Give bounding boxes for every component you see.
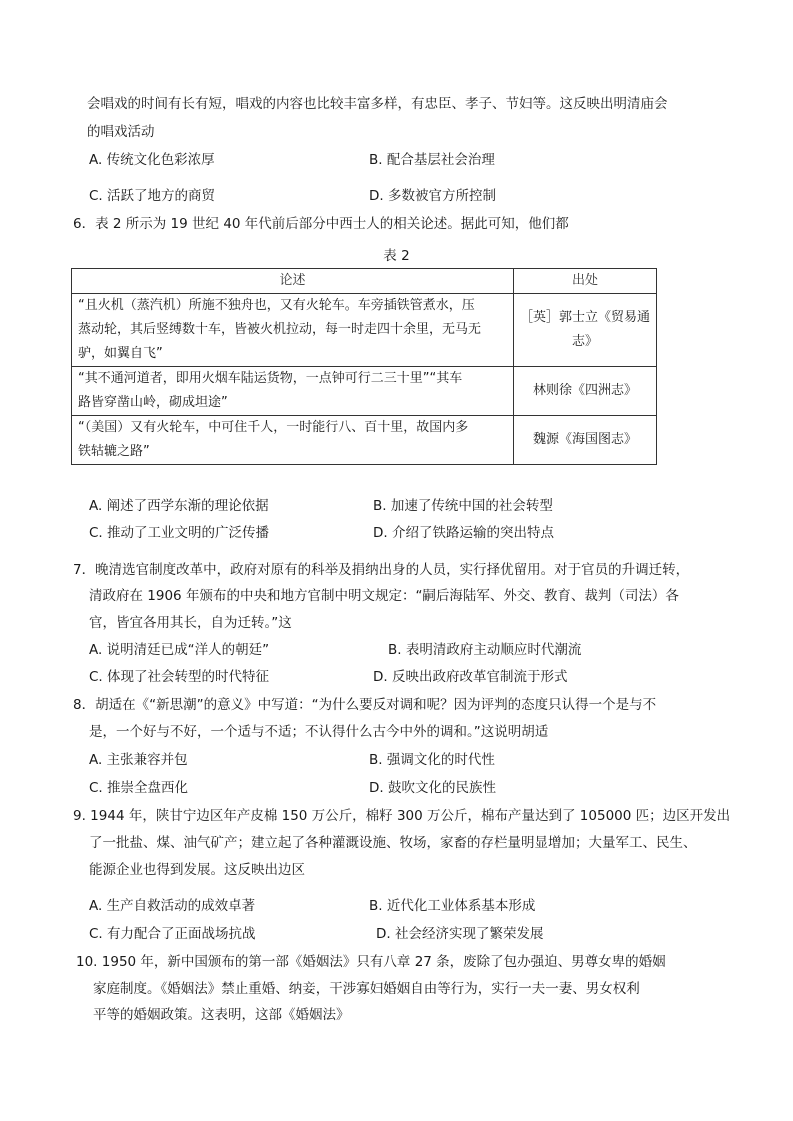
q8-stem-line1: 8．胡适在《“新思潮”的意义》中写道：“为什么要反对调和呢？因为评判的态度只认得一个是与不	[73, 697, 657, 713]
q7-stem-line2: 清政府在 1906 年颁布的中央和地方官制中明文规定：“嗣后海陆军、外交、教育、裁判（司法）各	[89, 588, 679, 604]
q6-option-d: D. 介绍了铁路运输的突出特点	[373, 525, 554, 541]
table-caption: 表 2	[383, 248, 410, 264]
q9-option-d: D. 社会经济实现了繁荣发展	[376, 926, 544, 942]
q5-option-a: A. 传统文化色彩浓厚	[89, 152, 215, 168]
q8-option-b: B. 强调文化的时代性	[369, 752, 495, 768]
table-cell-source	[514, 367, 657, 416]
table-header-source: 出处	[514, 269, 657, 294]
quote-line: “其不通河道者，即用火烟车陆运货物，一点钟可行二三十里”“其车	[78, 371, 463, 386]
q6-option-b: B. 加速了传统中国的社会转型	[373, 498, 553, 514]
table-cell-quote	[72, 294, 514, 367]
q8-option-d: D. 鼓吹文化的民族性	[369, 780, 496, 796]
q5-option-d: D. 多数被官方所控制	[369, 188, 496, 204]
source-line: ［英］郭士立《贸易通	[520, 310, 651, 325]
table-row	[72, 416, 657, 465]
table-row	[72, 294, 657, 367]
quote-line: “且火机（蒸汽机）所施不独舟也，又有火轮车。车旁插铁管煮水，压	[78, 298, 475, 313]
q9-option-b: B. 近代化工业体系基本形成	[369, 898, 536, 914]
table-cell-quote	[72, 367, 514, 416]
source-line: 志》	[571, 334, 598, 349]
q7-option-a: A. 说明清廷已成“洋人的朝廷”	[89, 642, 270, 658]
q7-option-b: B. 表明清政府主动顺应时代潮流	[388, 642, 582, 658]
q7-option-d: D. 反映出政府改革官制流于形式	[373, 669, 568, 685]
q5-option-b: B. 配合基层社会治理	[369, 152, 495, 168]
table-cell-source	[514, 416, 657, 465]
q5-stem-line2: 的唱戏活动	[87, 124, 155, 140]
q9-option-c: C. 有力配合了正面战场抗战	[89, 926, 256, 942]
q8-option-a: A. 主张兼容并包	[89, 752, 188, 768]
table-header-quote: 论述	[72, 269, 514, 294]
table-2	[71, 268, 657, 465]
q6-option-a: A. 阐述了西学东渐的理论依据	[89, 498, 269, 514]
q10-stem-line1: 10. 1950 年，新中国颁布的第一部《婚姻法》只有八章 27 条，废除了包办强迫、男尊女卑的婚姻	[76, 954, 666, 970]
source-line: 魏源《海国图志》	[532, 432, 637, 447]
table-cell-quote	[72, 416, 514, 465]
q8-stem-line2: 是，一个好与不好，一个适与不适；不认得什么古今中外的调和。”这说明胡适	[89, 724, 549, 740]
q9-stem-line2: 了一批盐、煤、油气矿产；建立起了各种灌溉设施、牧场，家畜的存栏量明显增加；大量军工、民生、	[89, 835, 697, 851]
q5-option-c: C. 活跃了地方的商贸	[89, 188, 216, 204]
table-row	[72, 367, 657, 416]
q10-stem-line3: 平等的婚姻政策。这表明，这部《婚姻法》	[93, 1007, 350, 1023]
q6-option-c: C. 推动了工业文明的广泛传播	[89, 525, 270, 541]
q9-stem-line1: 9. 1944 年，陕甘宁边区年产皮棉 150 万公斤，棉籽 300 万公斤，棉布产量达到了 105000 匹；边区开发出	[73, 808, 731, 824]
quote-line: 蒸动轮，其后竖缚数十车，皆被火机拉动，每一时走四十余里，无马无	[78, 322, 482, 337]
q5-stem-line1: 会唱戏的时间有长有短，唱戏的内容也比较丰富多样，有忠臣、孝子、节妇等。这反映出明清庙会	[87, 96, 668, 112]
q7-stem-line3: 官，皆宜各用其长，自为迁转。”这	[89, 615, 292, 631]
quote-line: 驴，如翼自飞”	[78, 346, 163, 361]
quote-line: “（美国）又有火轮车，中可住千人，一时能行八、百十里，故国内多	[78, 420, 469, 435]
table-header-row	[72, 269, 657, 294]
quote-line: 路皆穿凿山岭，砌成坦途”	[78, 395, 228, 410]
q7-option-c: C. 体现了社会转型的时代特征	[89, 669, 270, 685]
q6-stem: 6．表 2 所示为 19 世纪 40 年代前后部分中西士人的相关论述。据此可知，他们都	[73, 216, 569, 232]
q9-option-a: A. 生产自救活动的成效卓著	[89, 898, 256, 914]
quote-line: 铁轱辘之路”	[78, 444, 150, 459]
q7-stem-line1: 7．晚清选官制度改革中，政府对原有的科举及捐纳出身的人员，实行择优留用。对于官员的升调迁转，	[73, 562, 690, 578]
table-cell-source	[514, 294, 657, 367]
q8-option-c: C. 推崇全盘西化	[89, 780, 189, 796]
source-line: 林则徐《四洲志》	[532, 383, 637, 398]
q10-stem-line2: 家庭制度。《婚姻法》禁止重婚、纳妾，干涉寡妇婚姻自由等行为，实行一夫一妻、男女权利	[93, 981, 640, 997]
q9-stem-line3: 能源企业也得到发展。这反映出边区	[89, 862, 305, 878]
